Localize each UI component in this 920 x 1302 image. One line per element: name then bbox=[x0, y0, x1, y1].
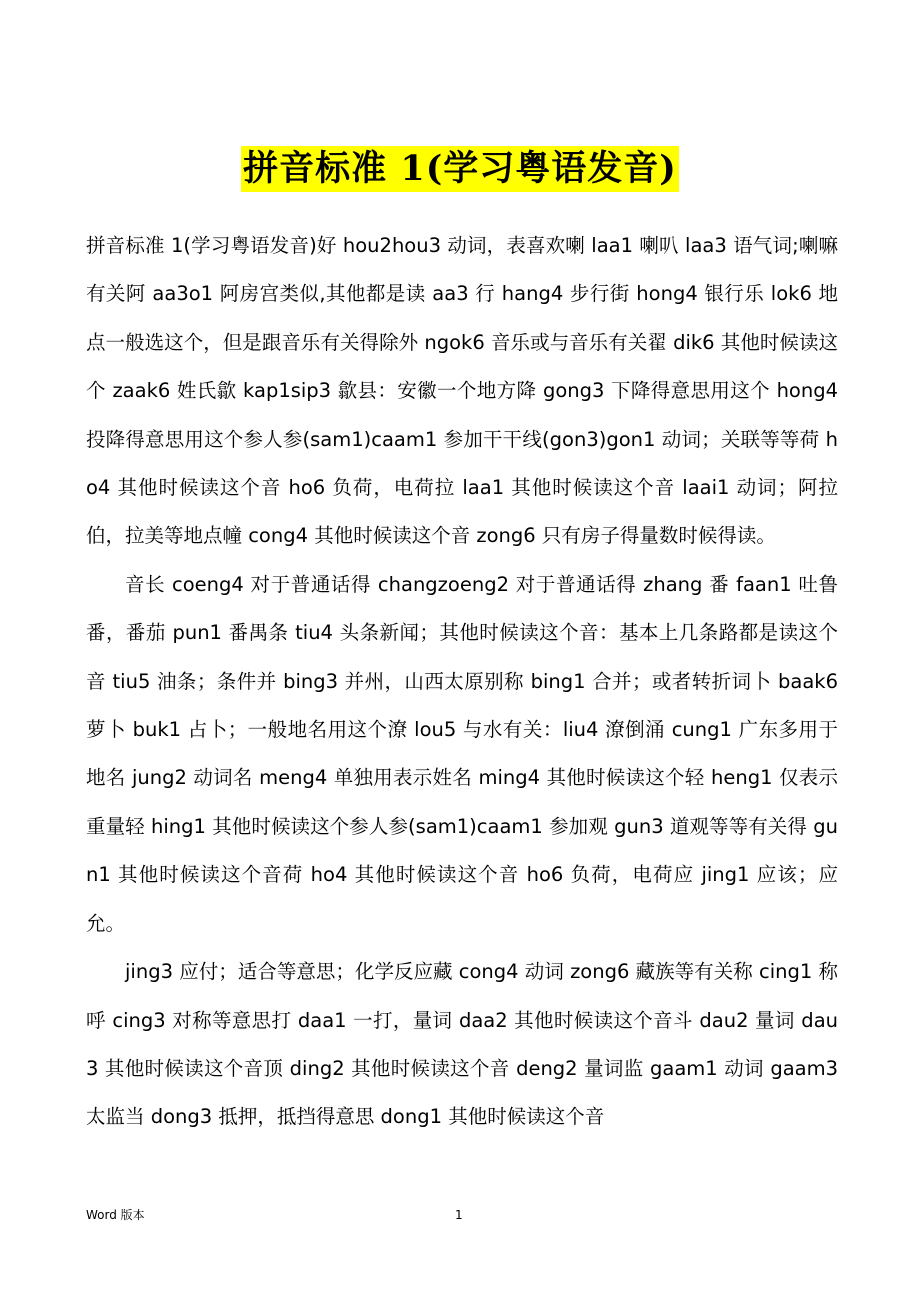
document-body bbox=[86, 222, 838, 1142]
paragraph-3: jing3 应付；适合等意思；化学反应藏 cong4 动词 zong6 藏族等有关称 cing1 称呼 cing3 对称等意思打 daa1 一打，量词 daa2 其他时候读这个音斗 dau2 量词 dau3 其他时候读这个音顶 ding2 其他时候读这个音 deng2 量词监 gaam1 动词 gaam3 太监当 dong3 抵押，抵挡得意思 dong1 其他时候读这个音 bbox=[86, 960, 838, 1129]
document-title: 拼音标准 1(学习粤语发音) bbox=[241, 146, 679, 192]
page-number: 1 bbox=[455, 1208, 463, 1222]
title-container bbox=[0, 146, 920, 192]
footer-label: Word 版本 bbox=[86, 1208, 145, 1222]
paragraph-2: 音长 coeng4 对于普通话得 changzoeng2 对于普通话得 zhang 番 faan1 吐鲁番，番茄 pun1 番禺条 tiu4 头条新闻；其他时候读这个音：基本上几条路都是读这个音 tiu5 油条；条件并 bing3 并州，山西太原别称 bing1 合并；或者转折词卜 baak6 萝卜 buk1 占卜；一般地名用这个潦 lou5 与水有关：liu4 潦倒涌 cung1 广东多用于地名 jung2 动词名 meng4 单独用表示姓名 ming4 其他时候读这个轻 heng1 仅表示重量轻 hing1 其他时候读这个参人参(sam1)caam1 参加观 gun3 道观等等有关得 gun1 其他时候读这个音荷 ho4 其他时候读这个音 ho6 负荷，电荷应 jing1 应该；应允。 bbox=[86, 572, 838, 935]
paragraph-1: 拼音标准 1(学习粤语发音)好 hou2hou3 动词，表喜欢喇 laa1 喇叭 laa3 语气词;喇嘛有关阿 aa3o1 阿房宫类似,其他都是读 aa3 行 hang4 步行街 hong4 银行乐 lok6 地点一般选这个，但是跟音乐有关得除外 ngok6 音乐或与音乐有关翟 dik6 其他时候读这个 zaak6 姓氏歙 kap1sip3 歙县：安徽一个地方降 gong3 下降得意思用这个 hong4 投降得意思用这个参人参(sam1)caam1 参加干干线(gon3)gon1 动词；关联等等荷 ho4 其他时候读这个音 ho6 负荷，电荷拉 laa1 其他时候读这个音 laai1 动词；阿拉伯，拉美等地点幢 cong4 其他时候读这个音 zong6 只有房子得量数时候得读。 bbox=[86, 234, 838, 548]
